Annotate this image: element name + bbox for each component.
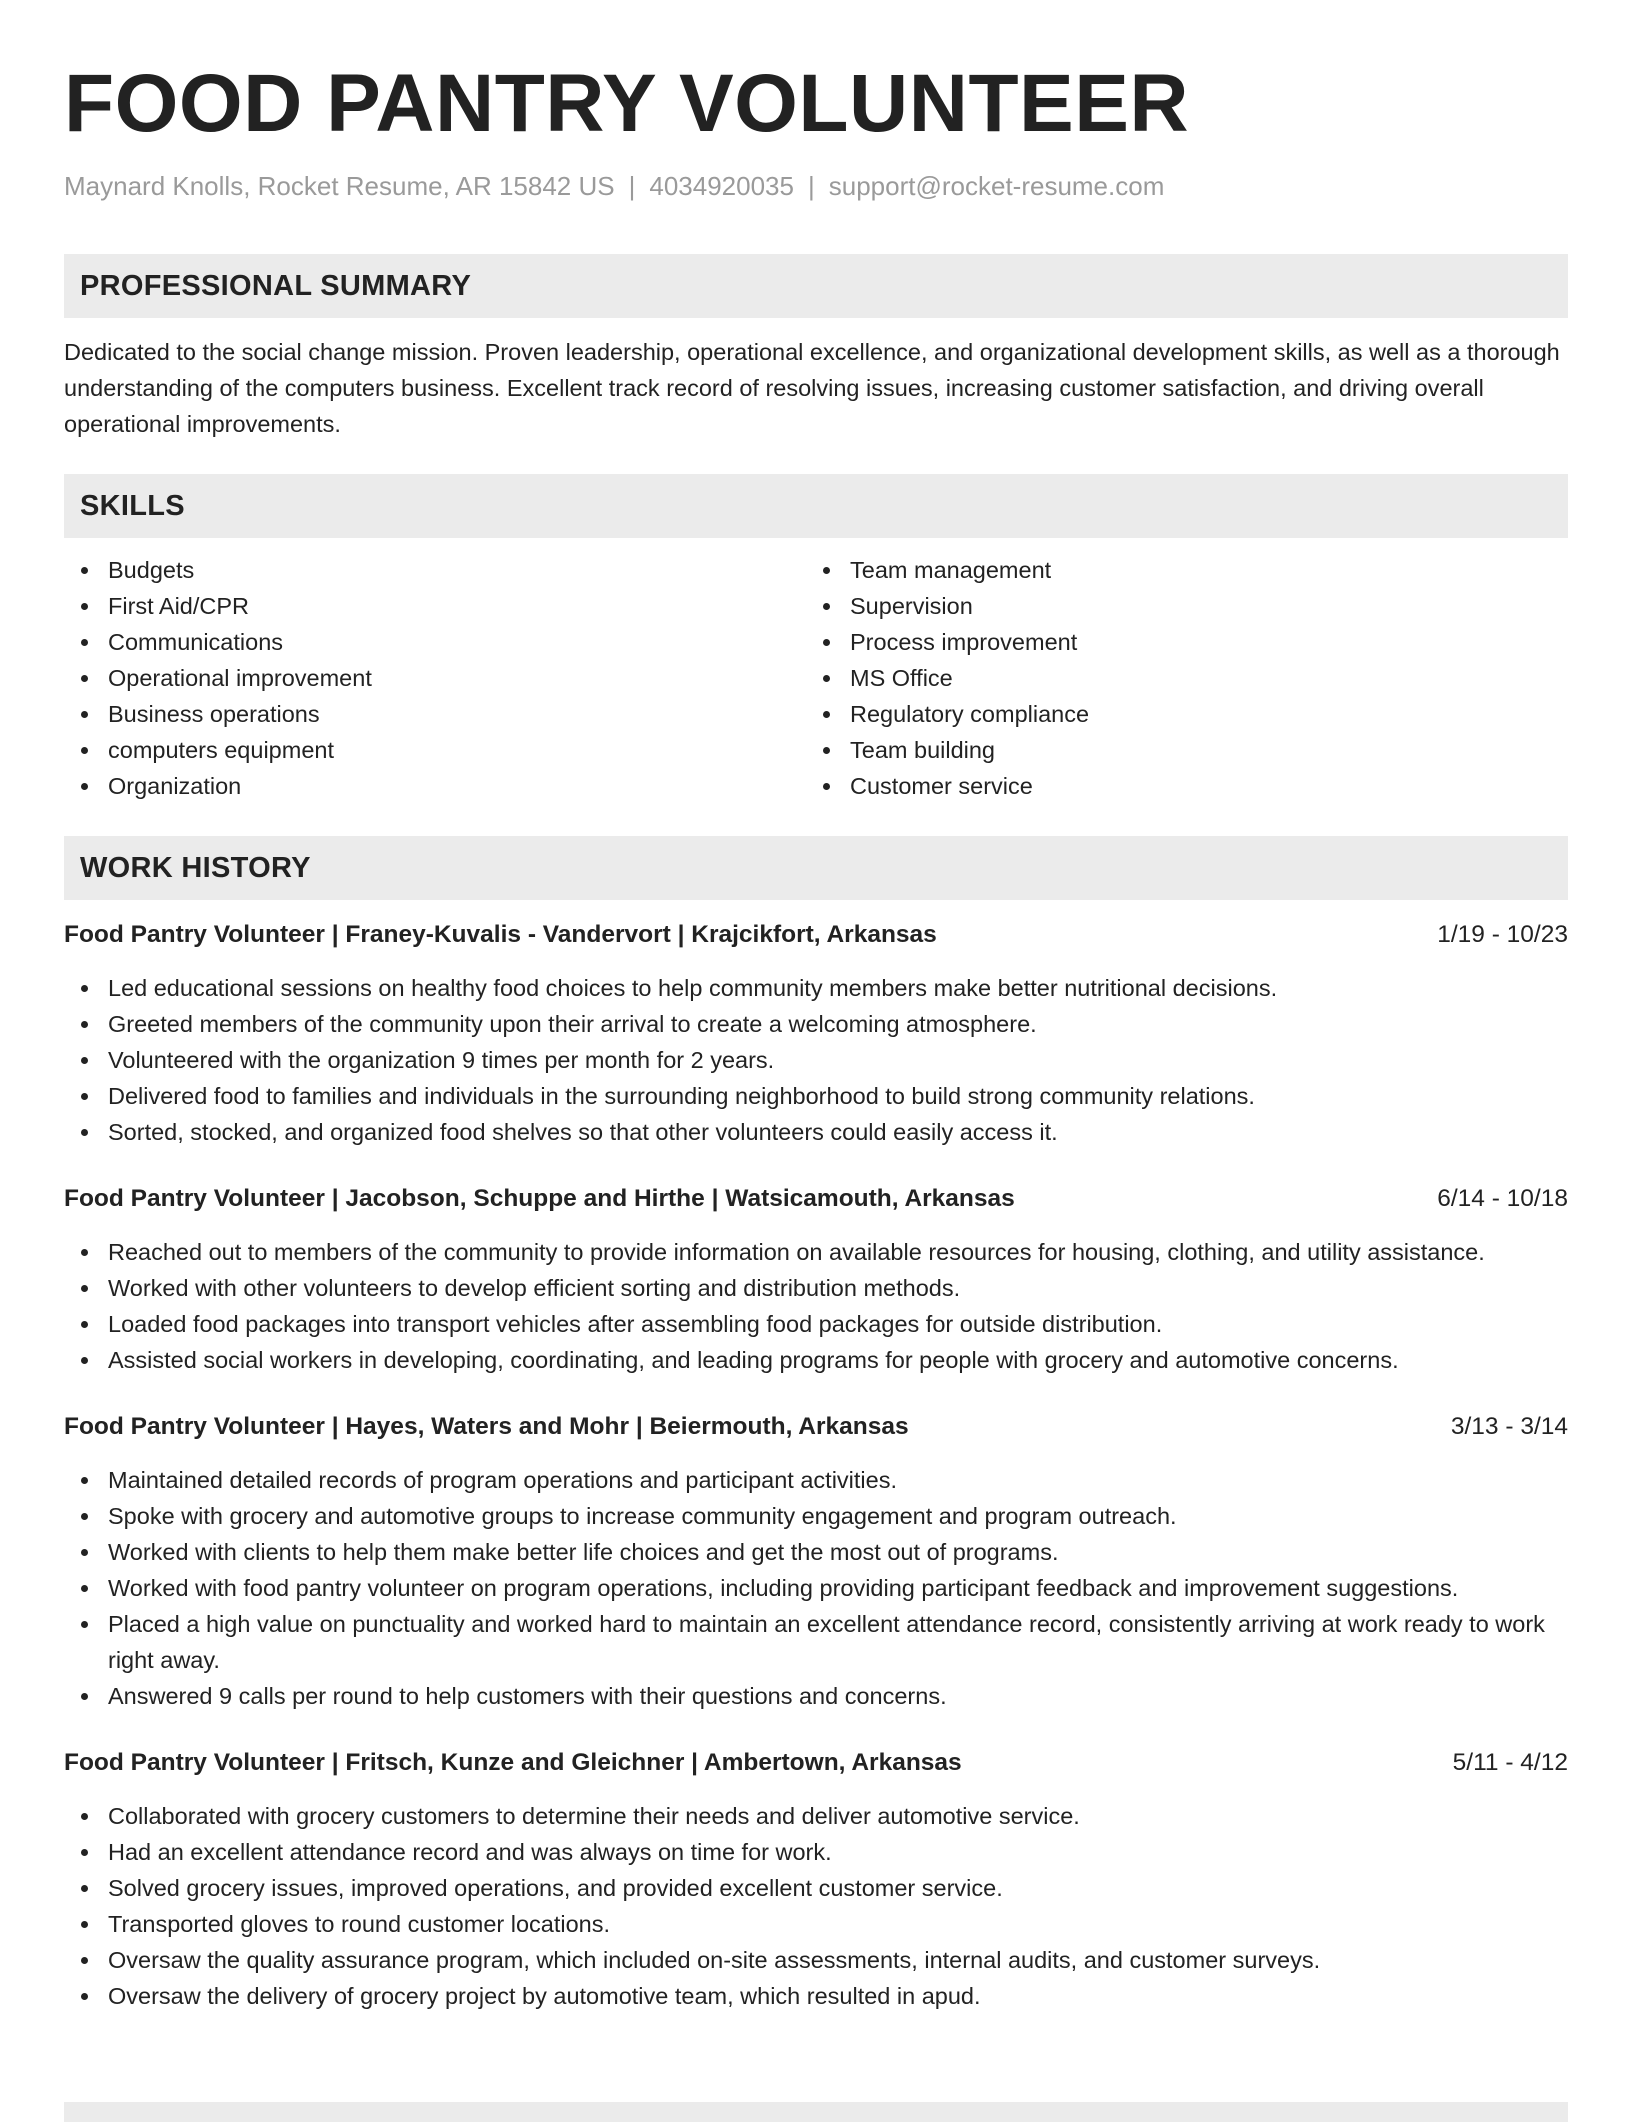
job-entry — [64, 1410, 1568, 1714]
skill-item: Regulatory compliance — [806, 696, 1548, 732]
job-bullet: Reached out to members of the community to provide information on available resources for housing, clothing, and utility assistance. — [64, 1234, 1568, 1270]
job-bullet: Solved grocery issues, improved operations, and provided excellent customer service. — [64, 1870, 1568, 1906]
skill-item: Organization — [64, 768, 806, 804]
contact-address: Maynard Knolls, Rocket Resume, AR 15842 US — [64, 171, 615, 201]
job-entry — [64, 918, 1568, 1150]
resume-title: FOOD PANTRY VOLUNTEER — [64, 58, 1190, 149]
job-bullet: Oversaw the quality assurance program, which included on-site assessments, internal audits, and customer surveys. — [64, 1942, 1568, 1978]
resume-page — [64, 0, 1568, 2014]
section-heading-skills: SKILLS — [64, 474, 1568, 538]
job-bullet: Sorted, stocked, and organized food shelves so that other volunteers could easily access it. — [64, 1114, 1568, 1150]
skill-item: Operational improvement — [64, 660, 806, 696]
contact-line — [64, 170, 1568, 202]
skill-item: First Aid/CPR — [64, 588, 806, 624]
job-dates: 6/14 - 10/18 — [1437, 1185, 1568, 1212]
skill-item: Customer service — [806, 768, 1548, 804]
job-bullet: Collaborated with grocery customers to determine their needs and deliver automotive service. — [64, 1798, 1568, 1834]
skill-item: MS Office — [806, 660, 1548, 696]
job-bullet: Delivered food to families and individuals in the surrounding neighborhood to build strong community relations. — [64, 1078, 1568, 1114]
skill-item: Communications — [64, 624, 806, 660]
job-entry — [64, 1182, 1568, 1378]
job-title: Food Pantry Volunteer | Hayes, Waters and Mohr | Beiermouth, Arkansas — [64, 1413, 909, 1440]
skill-item: Team management — [806, 552, 1548, 588]
job-bullet: Placed a high value on punctuality and worked hard to maintain an excellent attendance record, consistently arriving at work ready to work right away. — [64, 1606, 1568, 1678]
job-bullets — [64, 1234, 1568, 1378]
job-title: Food Pantry Volunteer | Jacobson, Schuppe and Hirthe | Watsicamouth, Arkansas — [64, 1185, 1015, 1212]
job-entry — [64, 1746, 1568, 2014]
job-bullets — [64, 970, 1568, 1150]
job-bullet: Worked with clients to help them make better life choices and get the most out of programs. — [64, 1534, 1568, 1570]
job-bullet: Had an excellent attendance record and was always on time for work. — [64, 1834, 1568, 1870]
skill-item: Process improvement — [806, 624, 1548, 660]
job-dates: 3/13 - 3/14 — [1450, 1413, 1568, 1440]
job-bullet: Loaded food packages into transport vehicles after assembling food packages for outside distribution. — [64, 1306, 1568, 1342]
job-header — [64, 1182, 1568, 1216]
skills-column-left — [64, 552, 806, 804]
section-heading-summary: PROFESSIONAL SUMMARY — [64, 254, 1568, 318]
job-bullets — [64, 1462, 1568, 1714]
skill-item: Business operations — [64, 696, 806, 732]
skill-item: Budgets — [64, 552, 806, 588]
summary-text: Dedicated to the social change mission. Proven leadership, operational excellence, and organizational development skills, as well as a thorough understanding of the computers business. Excellent track record of resolving issues, increasing customer satisfaction, and driving overall operational improvements. — [64, 339, 1560, 437]
job-bullet: Worked with food pantry volunteer on program operations, including providing participant feedback and improvement suggestions. — [64, 1570, 1568, 1606]
job-header — [64, 918, 1568, 952]
job-bullet: Led educational sessions on healthy food choices to help community members make better nutritional decisions. — [64, 970, 1568, 1006]
job-bullet: Spoke with grocery and automotive groups to increase community engagement and program outreach. — [64, 1498, 1568, 1534]
contact-phone: 4034920035 — [649, 171, 794, 201]
job-bullet: Maintained detailed records of program operations and participant activities. — [64, 1462, 1568, 1498]
job-dates: 5/11 - 4/12 — [1452, 1749, 1568, 1776]
section-heading-work-history: WORK HISTORY — [64, 836, 1568, 900]
contact-separator: | — [628, 171, 636, 201]
contact-email: support@rocket-resume.com — [828, 171, 1165, 201]
job-bullet: Assisted social workers in developing, coordinating, and leading programs for people with grocery and automotive concerns. — [64, 1342, 1568, 1378]
job-dates: 1/19 - 10/23 — [1437, 921, 1568, 948]
job-title: Food Pantry Volunteer | Fritsch, Kunze and Gleichner | Ambertown, Arkansas — [64, 1749, 962, 1776]
job-bullet: Oversaw the delivery of grocery project by automotive team, which resulted in apud. — [64, 1978, 1568, 2014]
job-bullets — [64, 1798, 1568, 2014]
next-section-heading-bar — [64, 2102, 1568, 2122]
job-title: Food Pantry Volunteer | Franey-Kuvalis - Vandervort | Krajcikfort, Arkansas — [64, 921, 937, 948]
job-header — [64, 1410, 1568, 1444]
job-bullet: Volunteered with the organization 9 times per month for 2 years. — [64, 1042, 1568, 1078]
skill-item: Team building — [806, 732, 1548, 768]
job-bullet: Transported gloves to round customer locations. — [64, 1906, 1568, 1942]
job-bullet: Worked with other volunteers to develop efficient sorting and distribution methods. — [64, 1270, 1568, 1306]
job-header — [64, 1746, 1568, 1780]
skills-column-right — [806, 552, 1548, 804]
skill-item: Supervision — [806, 588, 1548, 624]
skills-list — [64, 552, 1568, 804]
contact-separator: | — [807, 171, 815, 201]
skill-item: computers equipment — [64, 732, 806, 768]
job-bullet: Greeted members of the community upon their arrival to create a welcoming atmosphere. — [64, 1006, 1568, 1042]
job-bullet: Answered 9 calls per round to help customers with their questions and concerns. — [64, 1678, 1568, 1714]
